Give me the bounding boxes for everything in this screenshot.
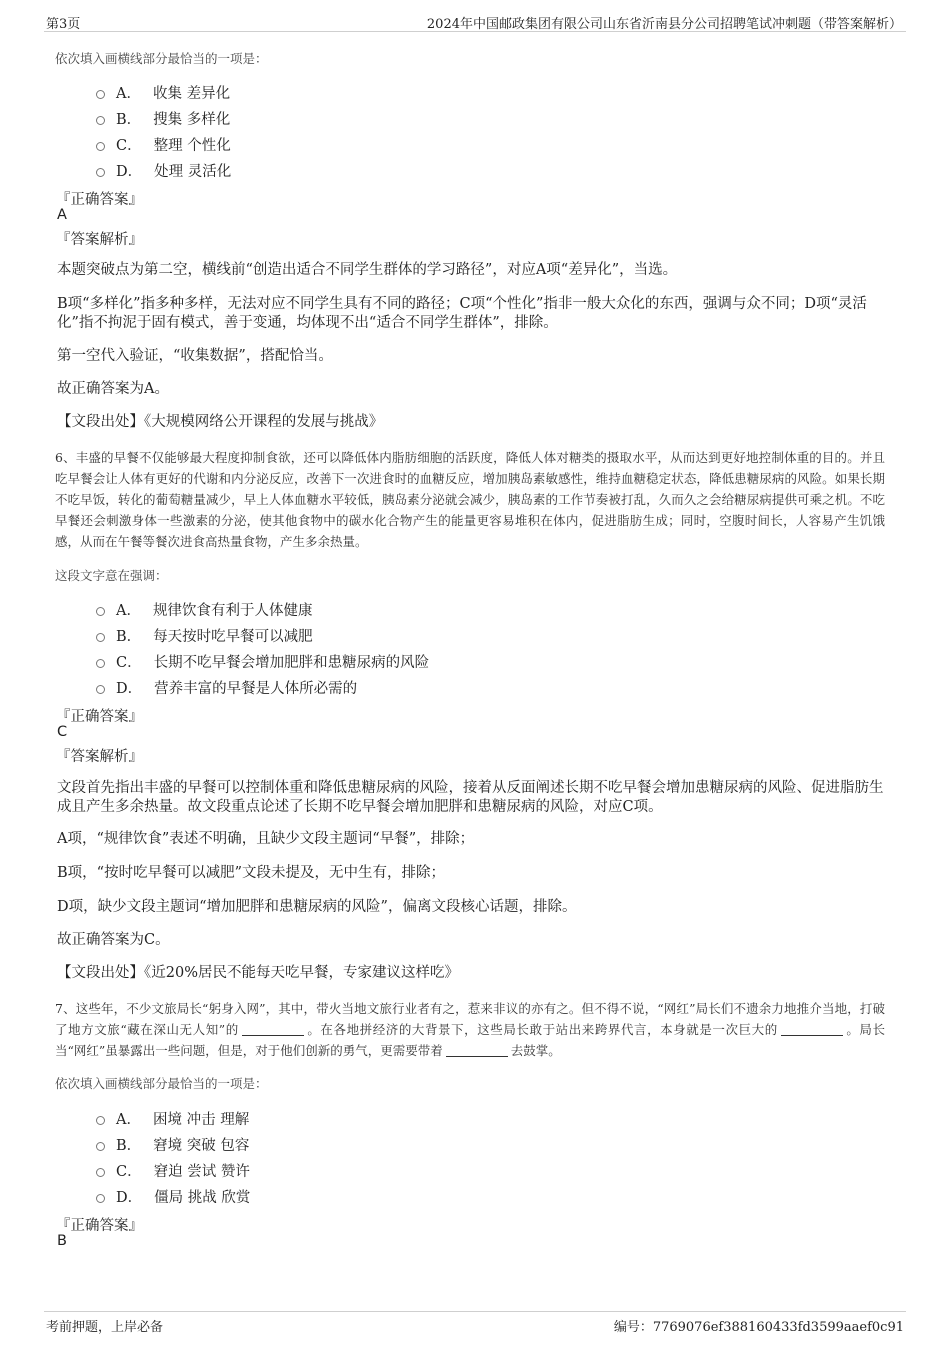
- footer-slogan: 考前押题，上岸必备: [46, 1320, 164, 1335]
- page-footer: [44, 1311, 906, 1335]
- q6-answer-label: 『正确答案』: [56, 709, 143, 725]
- q7-answer: B: [57, 1233, 67, 1249]
- radio-icon[interactable]: [96, 142, 105, 151]
- q7-option-c[interactable]: C． 窘迫 尝试 赞许: [96, 1160, 250, 1181]
- q6-analysis-p4: D项，缺少文段主题词“增加肥胖和患糖尿病的风险”，偏离文段核心话题，排除。: [57, 899, 577, 915]
- q5-option-d[interactable]: D． 处理 灵活化: [96, 160, 231, 181]
- q6-stem: 这段文字意在强调：: [55, 568, 168, 583]
- q7-question: 7、这些年，不少文旅局长“躬身入网”，其中，带火当地文旅行业者有之，惹来非议的亦有之。但不得不说，“网红”局长们不遗余力地推介当地，打破了地方文旅“藏在深山无人知”的 。在各地拼经济的大背景下，这些局长敢于站出来跨界代言，本身就是一次巨大的 。局长当“网红”虽暴露出一些问题，但是，对于他们创新的勇气，更需要带着 去鼓掌。: [55, 1001, 885, 1058]
- q6-option-a[interactable]: A． 规律饮食有利于人体健康: [96, 599, 312, 620]
- q6-answer: C: [57, 724, 68, 740]
- radio-icon[interactable]: [96, 90, 105, 99]
- radio-icon[interactable]: [96, 168, 105, 177]
- document-title: 2024年中国邮政集团有限公司山东省沂南县分公司招聘笔试冲刺题（带答案解析）: [426, 17, 902, 32]
- q6-analysis-label: 『答案解析』: [56, 749, 143, 765]
- q5-stem: 依次填入画横线部分最恰当的一项是：: [55, 51, 268, 66]
- radio-icon[interactable]: [96, 1116, 105, 1125]
- q6-option-c[interactable]: C． 长期不吃早餐会增加肥胖和患糖尿病的风险: [96, 651, 429, 672]
- page-header: [44, 12, 906, 32]
- fill-blank[interactable]: [781, 1024, 843, 1036]
- document-id: 编号：7769076ef388160433fd3599aaef0c91: [613, 1320, 904, 1335]
- radio-icon[interactable]: [96, 1168, 105, 1177]
- q6-source: 【文段出处】《近20%居民不能每天吃早餐，专家建议这样吃》: [57, 965, 459, 981]
- q5-answer-label: 『正确答案』: [56, 192, 143, 208]
- radio-icon[interactable]: [96, 685, 105, 694]
- q6-option-b[interactable]: B． 每天按时吃早餐可以减肥: [96, 625, 313, 646]
- q5-analysis-p4: 故正确答案为A。: [57, 381, 169, 397]
- fill-blank[interactable]: [242, 1024, 304, 1036]
- q5-option-b[interactable]: B． 搜集 多样化: [96, 108, 230, 129]
- q6-analysis-p3: B项，“按时吃早餐可以减肥”文段未提及，无中生有，排除；: [57, 865, 445, 881]
- radio-icon[interactable]: [96, 633, 105, 642]
- radio-icon[interactable]: [96, 116, 105, 125]
- q5-option-c[interactable]: C． 整理 个性化: [96, 134, 231, 155]
- radio-icon[interactable]: [96, 1194, 105, 1203]
- q5-analysis-p1: 本题突破点为第二空，横线前“创造出适合不同学生群体的学习路径”，对应A项“差异化”，当选。: [57, 262, 678, 278]
- radio-icon[interactable]: [96, 659, 105, 668]
- q7-answer-label: 『正确答案』: [56, 1218, 143, 1234]
- q5-analysis-p3: 第一空代入验证，“收集数据”，搭配恰当。: [57, 348, 333, 364]
- q5-answer: A: [57, 207, 67, 223]
- page-number: 第3页: [46, 17, 81, 32]
- q5-analysis-label: 『答案解析』: [56, 232, 143, 248]
- q6-question: 6、丰盛的早餐不仅能够最大程度抑制食欲，还可以降低体内脂肪细胞的活跃度，降低人体对糖类的摄取水平，从而达到更好地控制体重的目的。并且吃早餐会让人体有更好的代谢和内分泌反应，改善下一次进食时的血糖反应，增加胰岛素敏感性，维持血糖稳定状态，降低患糖尿病的风险。如果长期不吃早饭，转化的葡萄糖量减少，早上人体血糖水平较低，胰岛素分泌就会减少，胰岛素的工作节奏被打乱，久而久之会给糖尿病提供可乘之机。不吃早餐还会刺激身体一些激素的分泌，使其他食物中的碳水化合物产生的能量更容易堆积在体内，促进脂肪生成；同时，空腹时间长，人容易产生饥饿感，从而在午餐等餐次进食高热量食物，产生多余热量。: [55, 450, 885, 549]
- q7-option-b[interactable]: B． 窘境 突破 包容: [96, 1134, 249, 1155]
- q7-option-a[interactable]: A． 困境 冲击 理解: [96, 1108, 249, 1129]
- q6-analysis-p1: 文段首先指出丰盛的早餐可以控制体重和降低患糖尿病的风险，接着从反面阐述长期不吃早餐会增加患糖尿病的风险、促进脂肪生成且产生多余热量。故文段重点论述了长期不吃早餐会增加肥胖和患糖尿病的风险，对应C项。: [57, 780, 884, 815]
- q7-option-d[interactable]: D． 僵局 挑战 欣赏: [96, 1186, 250, 1207]
- q5-source: 【文段出处】《大规模网络公开课程的发展与挑战》: [57, 414, 384, 430]
- fill-blank[interactable]: [446, 1045, 508, 1057]
- q6-analysis-p5: 故正确答案为C。: [57, 932, 170, 948]
- q7-stem: 依次填入画横线部分最恰当的一项是：: [55, 1076, 268, 1091]
- radio-icon[interactable]: [96, 1142, 105, 1151]
- q5-analysis-p2: B项“多样化”指多种多样，无法对应不同学生具有不同的路径；C项“个性化”指非一般大众化的东西，强调与众不同；D项“灵活化”指不拘泥于固有模式，善于变通，均体现不出“适合不同学生群体”，排除。: [57, 296, 867, 331]
- q6-option-d[interactable]: D． 营养丰富的早餐是人体所必需的: [96, 677, 357, 698]
- q6-analysis-p2: A项，“规律饮食”表述不明确，且缺少文段主题词“早餐”，排除；: [57, 831, 475, 847]
- q5-option-a[interactable]: A． 收集 差异化: [96, 82, 230, 103]
- radio-icon[interactable]: [96, 607, 105, 616]
